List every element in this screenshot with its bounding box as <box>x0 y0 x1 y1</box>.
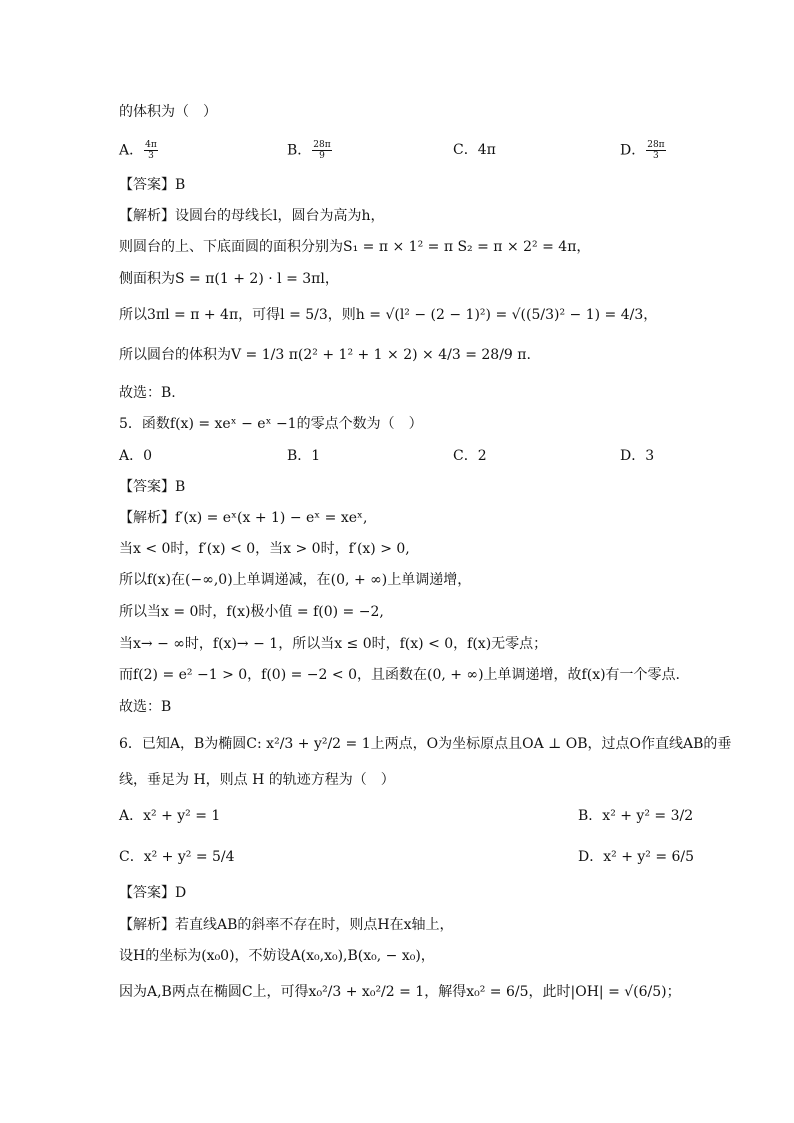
q6-stem-line-1: 6．已知A，B为椭圆C: x²/3 + y²/2 = 1上两点，O为坐标原点且OA ⊥ OB，过点O作直线AB的垂 <box>119 736 732 752</box>
q5-option-d[interactable]: D．3 <box>620 448 655 464</box>
q4-option-b-fraction: $\frac{28\pi}{9}$ <box>313 140 331 161</box>
q5-answer: 【答案】B <box>119 479 186 495</box>
q6-stem-line-2: 线，垂足为 H，则点 H 的轨迹方程为（ ） <box>119 772 395 788</box>
q4-conclusion: 故选：B. <box>119 385 176 401</box>
q5-analysis-line-3: 所以f(x)在(−∞,0)上单调递减，在(0, + ∞)上单调递增， <box>119 572 472 588</box>
q5-analysis-line-1: 【解析】f′(x) = eˣ(x + 1) − eˣ = xeˣ, <box>119 510 368 526</box>
q6-analysis-line-2: 设H的坐标为(x₀0)，不妨设A(x₀,x₀),B(x₀, − x₀)， <box>119 948 435 964</box>
q4-analysis-line-2: 则圆台的上、下底面圆的面积分别为S₁ = π × 1² = π S₂ = π × 2² = 4π， <box>119 239 591 255</box>
q6-analysis-line-1: 【解析】若直线AB的斜率不存在时，则点H在x轴上， <box>119 917 454 933</box>
q6-option-d[interactable]: D．x² + y² = 6/5 <box>578 849 695 865</box>
q4-analysis-line-5: 所以圆台的体积为V = 1/3 π(2² + 1² + 1 × 2) × 4/3 = 28/9 π. <box>119 347 531 363</box>
q4-analysis-line-1: 【解析】设圆台的母线长l，圆台为高为h， <box>119 208 385 224</box>
q6-answer: 【答案】D <box>119 885 187 901</box>
q4-option-b[interactable]: B． $\frac{28\pi}{9}$ <box>287 140 331 161</box>
q5-analysis-line-5: 当x→ − ∞时，f(x)→ − 1，所以当x ≤ 0时，f(x) < 0，f(x)无零点； <box>119 636 548 652</box>
q5-analysis-line-6: 而f(2) = e² −1 > 0，f(0) = −2 < 0，且函数在(0, + ∞)上单调递增，故f(x)有一个零点. <box>119 667 681 683</box>
q5-option-b[interactable]: B．1 <box>287 448 321 464</box>
q4-option-d[interactable]: D． $\frac{28\pi}{3}$ <box>620 140 665 161</box>
q4-analysis-line-4: 所以3πl = π + 4π，可得l = 5/3，则h = √(l² − (2 − 1)²) = √((5/3)² − 1) = 4/3， <box>119 307 658 323</box>
q5-option-a[interactable]: A．0 <box>119 448 153 464</box>
q4-stem-tail: 的体积为（ ） <box>119 104 217 120</box>
q5-option-c[interactable]: C．2 <box>453 448 487 464</box>
q4-option-d-fraction: $\frac{28\pi}{3}$ <box>647 140 665 161</box>
q6-analysis-line-3: 因为A,B两点在椭圆C上，可得x₀²/3 + x₀²/2 = 1，解得x₀² = 6/5，此时|OH| = √(6/5)； <box>119 984 681 1000</box>
q4-option-a-fraction: $\frac{4\pi}{3}$ <box>145 140 157 161</box>
q4-option-a[interactable]: A． $\frac{4\pi}{3}$ <box>119 140 157 161</box>
q5-analysis-line-4: 所以当x = 0时，f(x)极小值 = f(0) = −2, <box>119 604 384 620</box>
q5-stem: 5．函数f(x) = xeˣ − eˣ −1的零点个数为（ ） <box>119 416 423 432</box>
q6-option-c[interactable]: C．x² + y² = 5/4 <box>119 849 235 865</box>
q4-answer: 【答案】B <box>119 177 186 193</box>
q6-option-a[interactable]: A．x² + y² = 1 <box>119 808 221 824</box>
q6-option-b[interactable]: B．x² + y² = 3/2 <box>578 808 694 824</box>
q5-conclusion: 故选：B <box>119 699 172 715</box>
q4-analysis-line-3: 侧面积为S = π(1 + 2) · l = 3πl， <box>119 271 339 287</box>
q5-analysis-line-2: 当x < 0时，f′(x) < 0，当x > 0时，f′(x) > 0, <box>119 541 410 557</box>
q4-option-c[interactable]: C．4π <box>453 142 496 158</box>
